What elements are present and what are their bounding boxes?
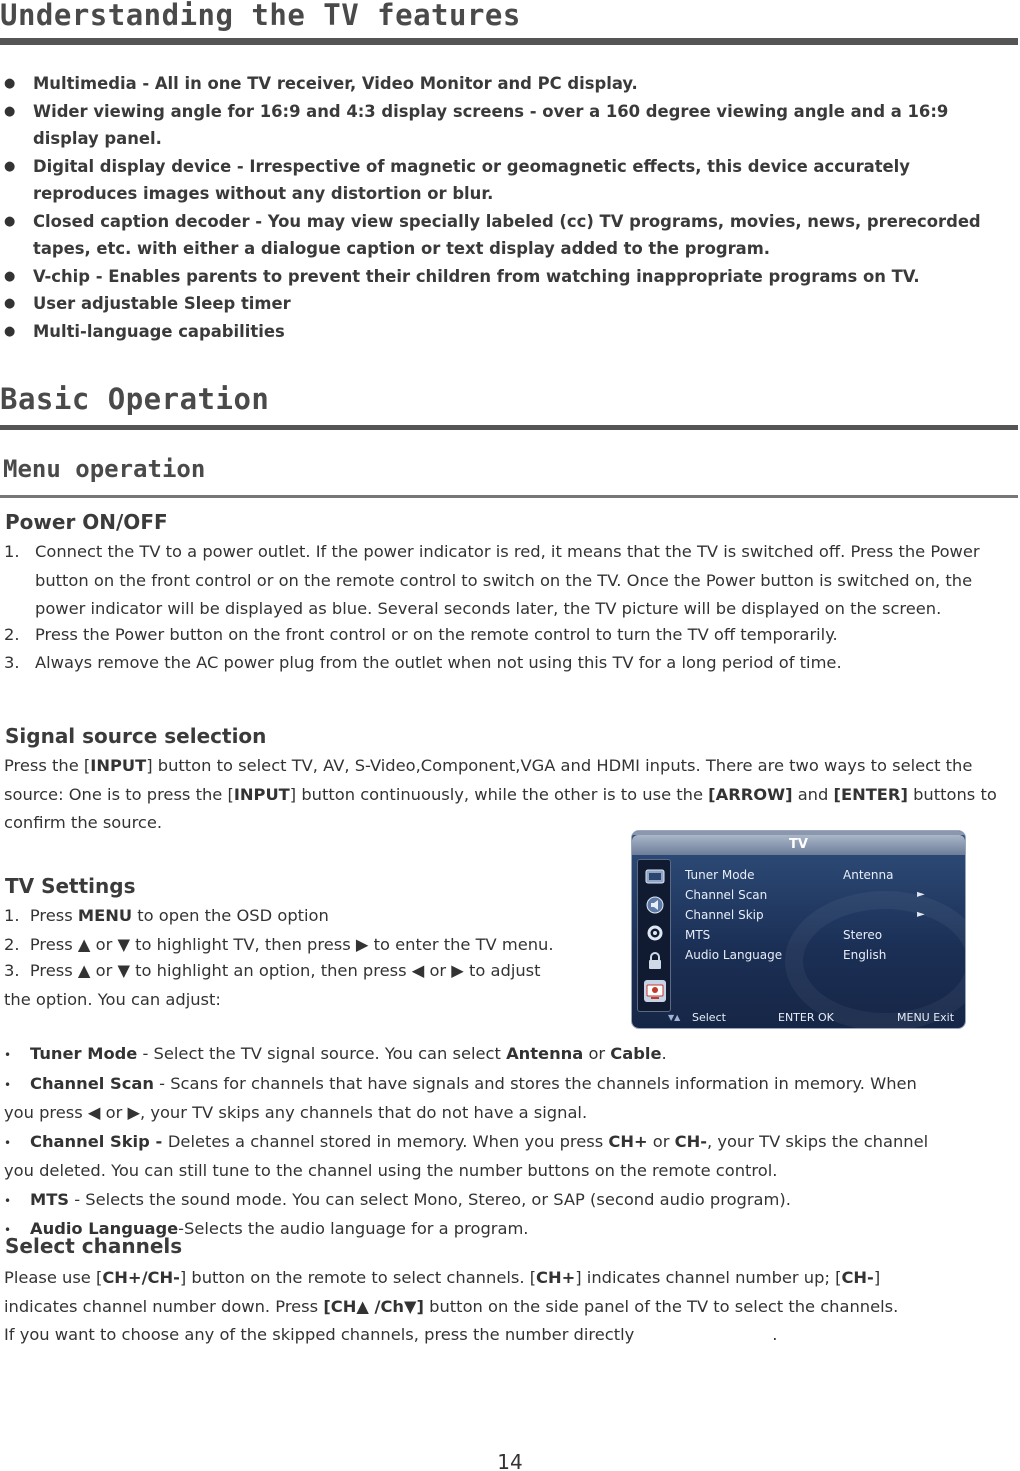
text-run: - Selects the sound mode. You can select Mono, Stereo, or SAP (second audio program).	[69, 1189, 791, 1209]
feature-item: ● Digital display device - Irrespective of magnetic or geomagnetic effects, this device accurately reproduces images without any distortion or blur.	[4, 153, 1014, 208]
text-run: Press	[29, 906, 78, 925]
option-tuner-mode: • Tuner Mode - Select the TV signal source. You can select Antenna or Cable.	[4, 1044, 667, 1063]
option-title: Audio Language	[30, 1219, 179, 1238]
text-run: ] button on the remote to select channels. [	[179, 1268, 537, 1287]
channel-key: CH+/CH-	[102, 1268, 180, 1287]
option-title: Channel Scan	[30, 1073, 154, 1093]
tv-step-cont: the option. You can adjust:	[4, 989, 221, 1009]
arrow-right-icon: ►	[917, 909, 925, 920]
text-run: to open the OSD option	[132, 906, 329, 925]
tv-step: 3. Press ▲ or ▼ to highlight an option, then press ◀ or ▶ to adjust	[4, 961, 541, 980]
text-run: .	[661, 1044, 667, 1063]
osd-row-label: MTS	[685, 928, 711, 942]
arrow-key: [ARROW]	[708, 784, 793, 804]
signal-paragraph	[4, 752, 1014, 838]
text-run: - Scans for channels that have signals and stores the channels information in memory. When	[153, 1073, 917, 1093]
osd-footer-select: Select	[692, 1011, 726, 1024]
feature-item: ● Closed caption decoder - You may view specially labeled (cc) TV programs, movies, news, prerecorded tapes, etc. with either a dialogue caption or text display added to the program.	[4, 208, 1014, 263]
osd-footer-exit: MENU Exit	[897, 1011, 955, 1024]
features-list	[4, 70, 1014, 345]
tv-settings-steps	[4, 902, 629, 1014]
picture-icon[interactable]	[644, 866, 666, 888]
osd-row-audio-language[interactable]	[685, 945, 955, 965]
text-run: or	[583, 1044, 611, 1063]
text-run: .	[772, 1325, 778, 1344]
text-run: Press ▲ or ▼ to highlight TV, then press ▶ to enter the TV menu.	[29, 934, 554, 954]
channel-key: CH+	[536, 1268, 576, 1287]
tv-settings-heading: TV Settings	[5, 874, 136, 898]
feature-item: ● Multi-language capabilities	[4, 318, 1014, 346]
osd-row-value: Stereo	[843, 928, 883, 942]
option-channel-skip-cont: you deleted. You can still tune to the channel using the number buttons on the remote control.	[4, 1161, 778, 1180]
osd-row-label: Tuner Mode	[685, 868, 755, 882]
input-key: INPUT	[90, 756, 147, 775]
power-heading: Power ON/OFF	[5, 510, 168, 534]
osd-icon-column	[637, 859, 671, 1012]
features-rule	[0, 38, 1018, 45]
arrow-right-icon: ►	[917, 889, 925, 900]
osd-row-tuner-mode[interactable]	[685, 865, 955, 885]
menu-operation-heading: Menu operation	[3, 455, 206, 483]
power-step: 2. Press the Power button on the front control or on the remote control to turn the TV off temporarily.	[4, 624, 838, 644]
text-run: If you want to choose any of the skipped channels, press the number directly	[4, 1325, 635, 1344]
osd-row-label: Audio Language	[685, 948, 783, 962]
power-step-text: Always remove the AC power plug from the outlet when not using this TV for a long period of time.	[35, 653, 842, 672]
option-mts: • MTS - Selects the sound mode. You can select Mono, Stereo, or SAP (second audio program).	[4, 1189, 791, 1209]
basic-operation-heading: Basic Operation	[0, 382, 270, 416]
option-title: MTS	[30, 1189, 70, 1209]
osd-row-value: English	[843, 948, 887, 962]
up-down-arrows-icon: ▼▲	[668, 1013, 681, 1022]
signal-heading: Signal source selection	[5, 724, 267, 748]
text-run: -Selects the audio language for a program.	[178, 1219, 529, 1238]
text-run: and	[792, 784, 834, 804]
osd-row-channel-skip[interactable]	[685, 905, 955, 925]
text-run: , your TV skips the channel	[706, 1131, 929, 1151]
osd-option-list	[685, 865, 955, 965]
tv-options-list	[4, 1040, 1018, 1245]
enter-key: [ENTER]	[833, 784, 908, 804]
power-step-text: Connect the TV to a power outlet. If the power indicator is red, it means that the TV is switched off. Press the Power button on the front control or on the remote control to switch on the TV. Once the Power button is switched on, the power indicator will be displayed as blue. Several seconds later, the TV picture will be displayed on the screen.	[35, 542, 980, 618]
option-channel-skip: • Channel Skip - Deletes a channel stored in memory. When you press CH+ or CH-, your TV skips the channel	[4, 1131, 929, 1151]
menu-rule	[0, 495, 1018, 498]
text-run: ] button to select TV, AV, S-Video,Component,VGA and HDMI inputs. There are two ways to select the source: One is to press the [	[4, 756, 973, 804]
power-step: 1. Connect the TV to a power outlet. If the power indicator is red, it means that the TV is switched off. Press the Power button on the front control or on the remote control to switch on the TV. Once the Power button is switched on, the power indicator will be displayed as blue. Several seconds later, the TV picture will be displayed on the screen.	[4, 542, 980, 618]
basic-rule	[0, 425, 1018, 430]
osd-footer	[632, 1010, 965, 1026]
text-run: indicates channel number down. Press	[4, 1296, 324, 1316]
text-run: Deletes a channel stored in memory. When you press	[167, 1131, 609, 1151]
option-title: Tuner Mode	[30, 1044, 138, 1063]
power-step: 3. Always remove the AC power plug from the outlet when not using this TV for a long period of time.	[4, 653, 842, 672]
osd-row-channel-scan[interactable]	[685, 885, 955, 905]
osd-footer-enter: ENTER OK	[778, 1011, 834, 1024]
channel-key: CH-	[841, 1268, 874, 1287]
option-value: Antenna	[506, 1044, 584, 1063]
osd-row-label: Channel Scan	[685, 888, 768, 902]
feature-item: ● User adjustable Sleep timer	[4, 290, 1014, 318]
text-run: buttons to confirm the source.	[4, 784, 997, 832]
text-run: Press the [	[4, 756, 91, 775]
osd-row-mts[interactable]	[685, 925, 955, 945]
channel-key: [CH▲ /Ch▼]	[323, 1296, 424, 1316]
option-channel-scan-cont: you press ◀ or ▶, your TV skips any channels that do not have a signal.	[4, 1103, 588, 1122]
option-key: CH-	[674, 1131, 707, 1151]
menu-key: MENU	[77, 906, 133, 925]
option-audio-language: • Audio Language-Selects the audio language for a program.	[4, 1219, 529, 1238]
tv-step: 1. Press MENU to open the OSD option	[4, 906, 329, 925]
text-run: ] button continuously, while the other is to use the	[289, 784, 709, 804]
lock-icon[interactable]	[644, 950, 666, 972]
page-number: 14	[497, 1450, 523, 1471]
tv-step: 2. Press ▲ or ▼ to highlight TV, then press ▶ to enter the TV menu.	[4, 934, 554, 954]
power-steps	[4, 538, 1016, 678]
text-run: ]	[873, 1268, 881, 1287]
text-run: ] indicates channel number up; [	[575, 1268, 842, 1287]
text-run: button on the side panel of the TV to select the channels.	[423, 1296, 899, 1316]
feature-item: ● Wider viewing angle for 16:9 and 4:3 display screens - over a 160 degree viewing angle and a 16:9 display panel.	[4, 98, 1014, 153]
select-channels-paragraph	[4, 1264, 1018, 1350]
feature-item: ● Multimedia - All in one TV receiver, Video Monitor and PC display.	[4, 70, 1014, 98]
osd-tv-menu	[631, 830, 966, 1029]
input-key: INPUT	[233, 784, 290, 804]
option-value: Cable	[610, 1044, 662, 1063]
features-heading: Understanding the TV features	[0, 0, 521, 32]
osd-row-label: Channel Skip	[685, 908, 764, 922]
osd-row-value: Antenna	[843, 868, 894, 882]
option-key: CH+	[608, 1131, 648, 1151]
option-channel-scan: • Channel Scan - Scans for channels that have signals and stores the channels information in memory. When	[4, 1073, 917, 1093]
power-step-text: Press the Power button on the front control or on the remote control to turn the TV off temporarily.	[35, 624, 838, 644]
text-run: - Select the TV signal source. You can select	[137, 1044, 507, 1063]
setup-icon[interactable]	[644, 922, 666, 944]
text-run: Press ▲ or ▼ to highlight an option, then press ◀ or ▶ to adjust	[29, 961, 541, 980]
tv-icon[interactable]	[644, 980, 666, 1002]
text-run: Please use [	[4, 1268, 103, 1287]
sound-icon[interactable]	[644, 894, 666, 916]
text-run: or	[647, 1131, 675, 1151]
option-title: Channel Skip -	[30, 1131, 168, 1151]
feature-item: ● V-chip - Enables parents to prevent their children from watching inappropriate programs on TV.	[4, 263, 1014, 291]
select-channels-heading: Select channels	[5, 1234, 183, 1258]
osd-title: TV	[632, 835, 965, 855]
